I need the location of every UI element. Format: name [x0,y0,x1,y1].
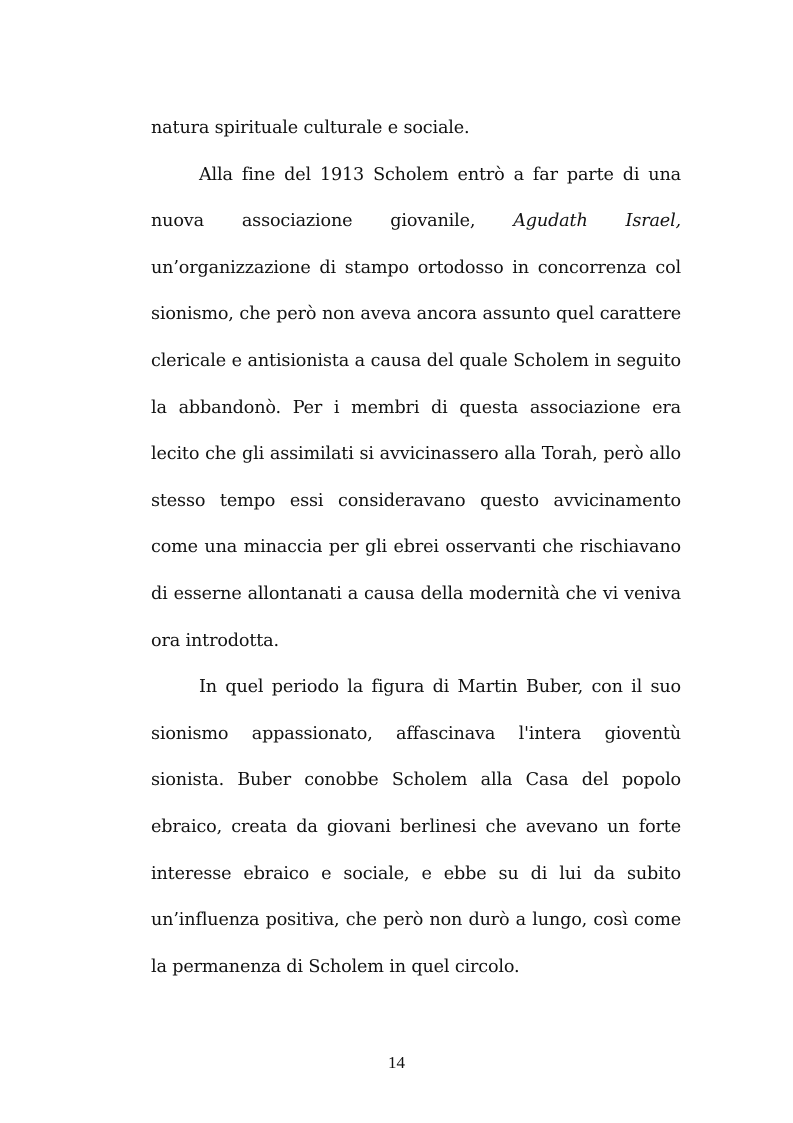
paragraph-text: natura spirituale culturale e sociale. [151,118,470,138]
paragraph-text: un’organizzazione di stampo ortodosso in concorrenza col sionismo, che però non aveva ancora assunto quel carattere clericale e antisionista a causa del quale Scholem in seguito la abbandonò. Per i membri di questa associazione era lecito che gli assimilati si avvicinassero alla Torah, però allo stesso tempo essi consideravano questo avvicinamento come una minaccia per gli ebrei osservanti che rischiavano di esserne allontanati a causa della modernità che vi veniva ora introdotta. [151,257,681,651]
paragraph [151,105,681,152]
paragraph-text: Alla fine del 1913 Scholem entrò a far parte di una nuova associazione giovanile, [151,164,681,232]
paragraph-text: In quel periodo la figura di Martin Buber, con il suo sionismo appassionato, affascinava l'intera gioventù sionista. Buber conobbe Scholem alla Casa del popolo ebraico, creata da giovani berlinesi che avevano un forte interesse ebraico e sociale, e ebbe su di lui da subito un’influenza positiva, che però non durò a lungo, così come la permanenza di Scholem in quel circolo. [151,677,681,977]
page-number: 14 [388,1053,405,1072]
body-text [151,105,681,990]
paragraph [151,664,681,990]
italic-title: Agudath Israel, [513,211,681,232]
paragraph [151,152,681,665]
